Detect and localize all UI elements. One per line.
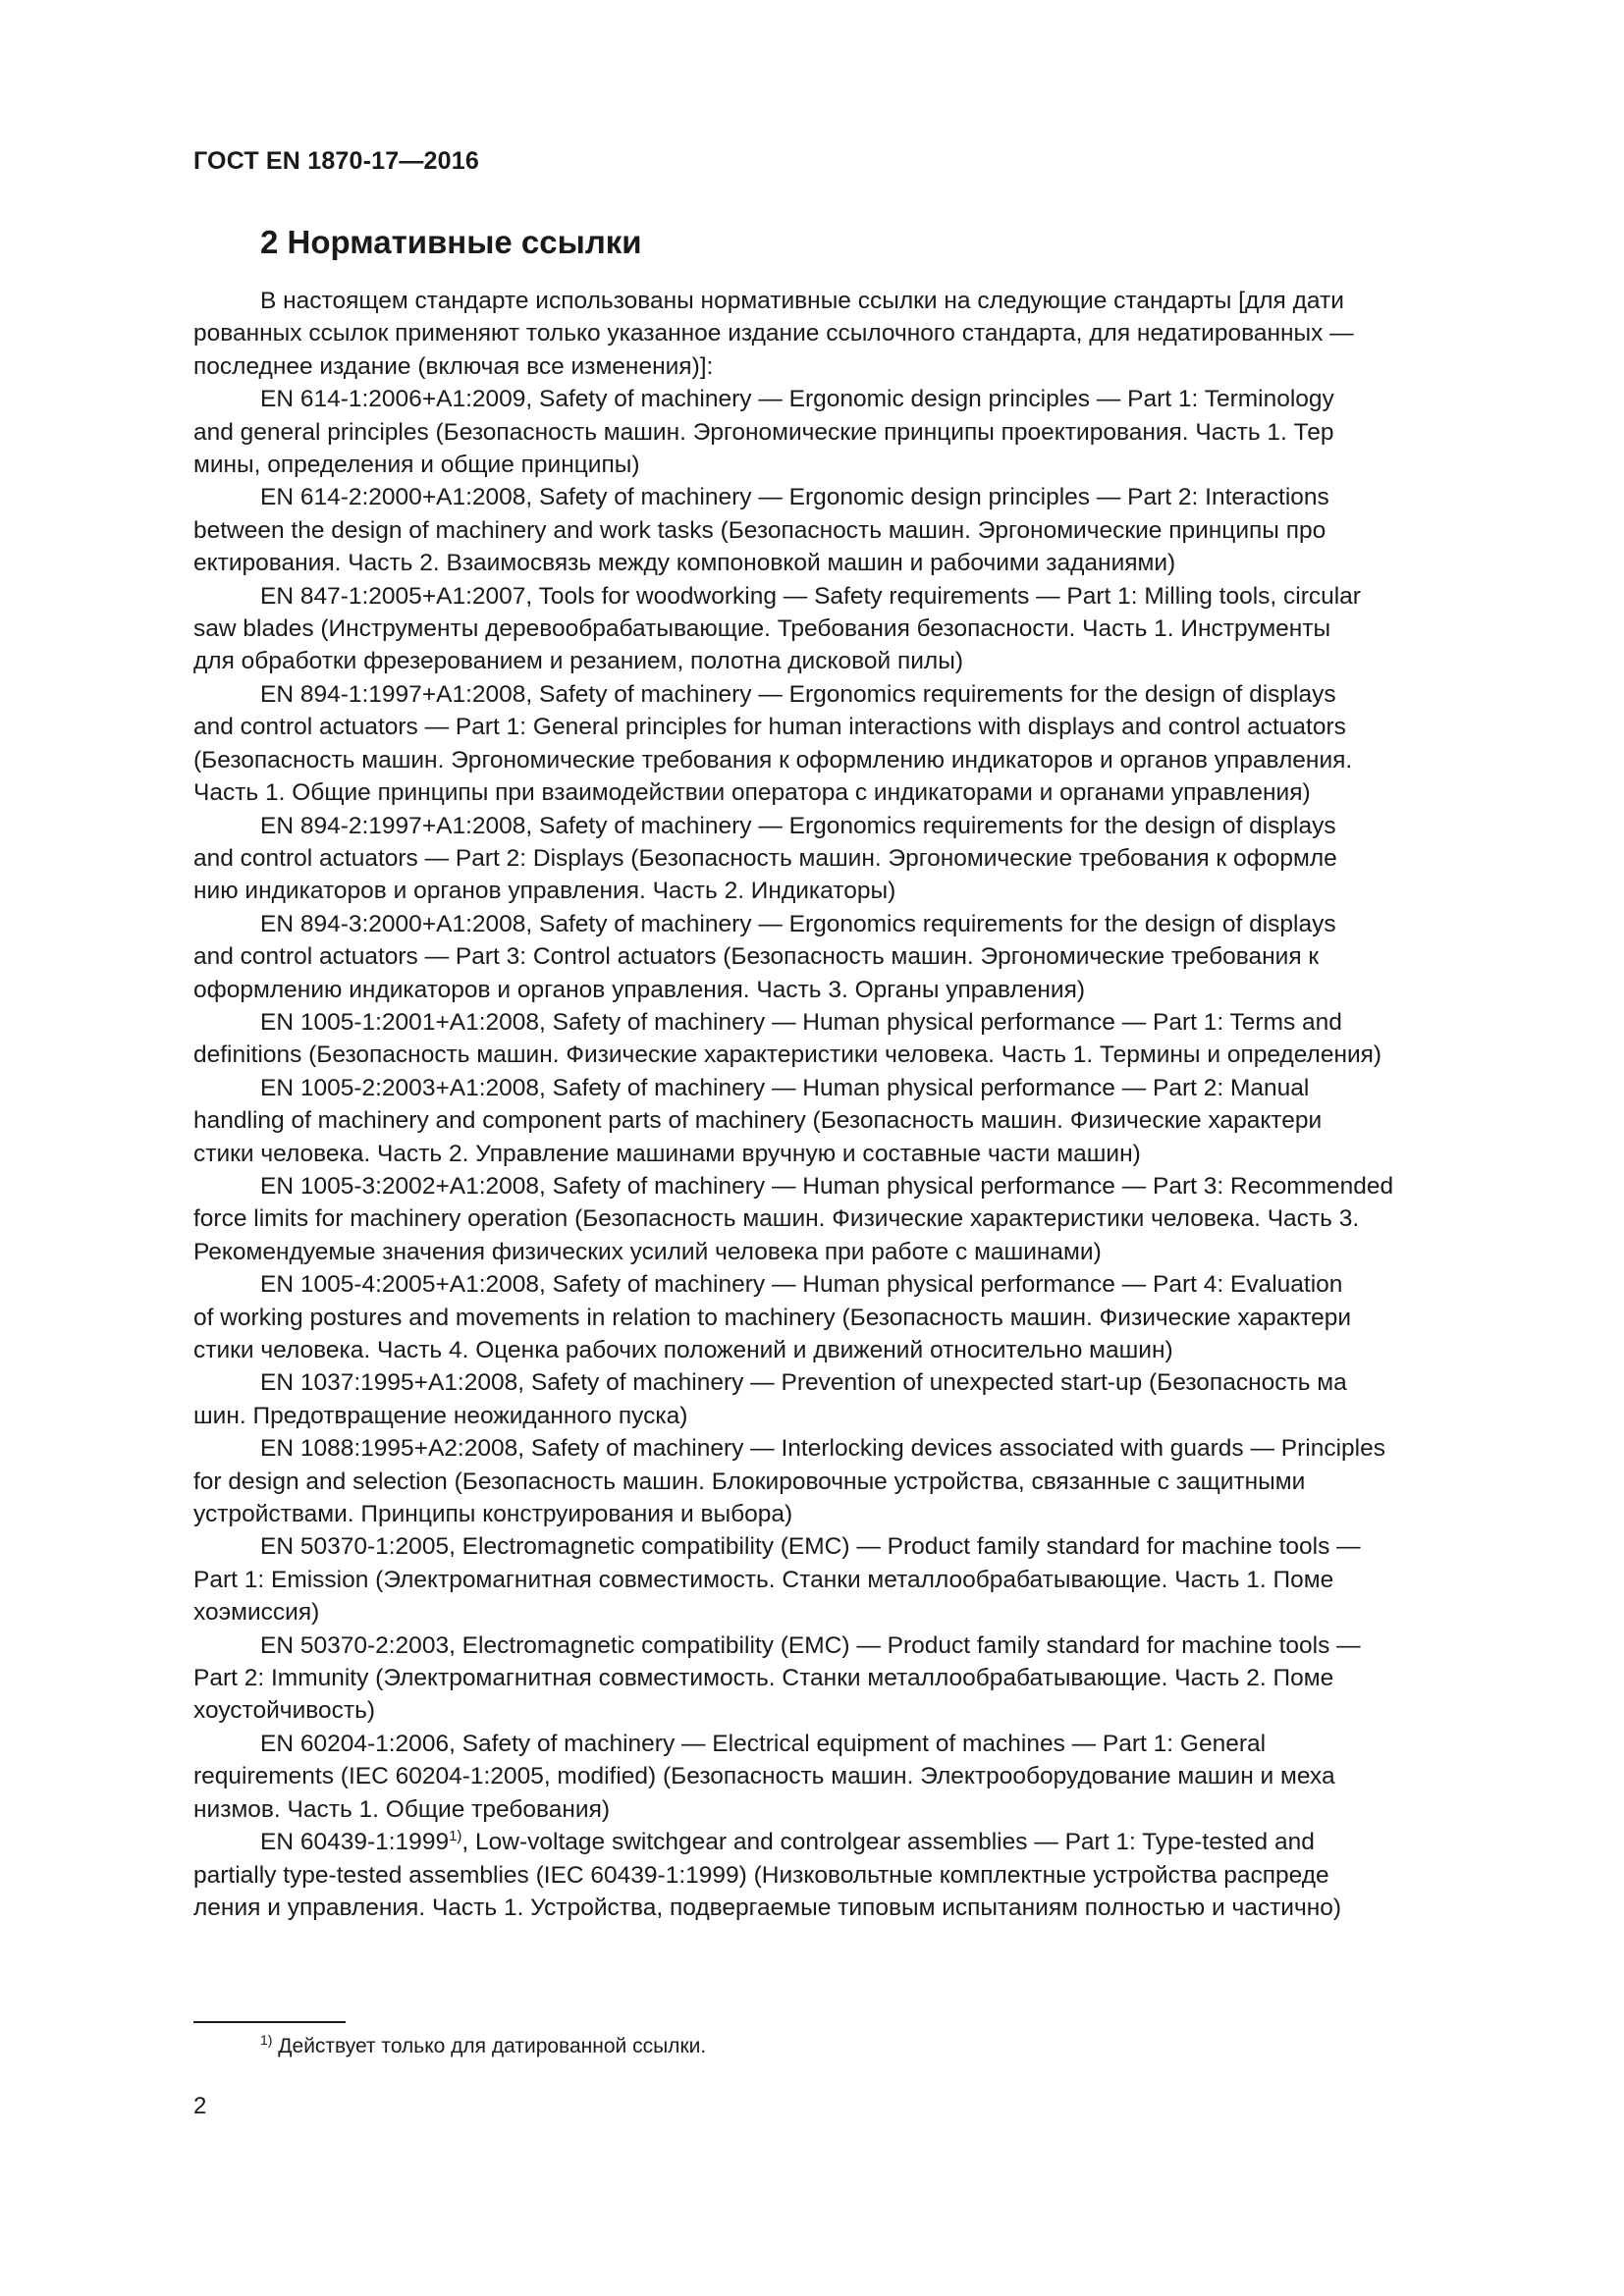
reference-en-60439-1-lead: EN 60439-1:1999: [260, 1829, 450, 1856]
reference-en-1005-4: EN 1005-4:2005+A1:2008, Safety of machinery — Human physical performance — Part 4: Evaluation of working postures and movements in relation to machinery (Безопасность машин. Физические характери стики человека. Часть 4. Оценка рабочих положений и движений относительно машин): [193, 1271, 1352, 1363]
reference-en-50370-2: EN 50370-2:2003, Electromagnetic compatibility (EMC) — Product family standard for machine tools — Part 2: Immunity (Электромагнитная совместимость. Станки металлообрабатывающие. Часть 2. Поме хоустойчивость): [193, 1631, 1361, 1725]
reference-en-1088: EN 1088:1995+A2:2008, Safety of machinery — Interlocking devices associated with guards — Principles for design and selection (Безопасность машин. Блокировочные устройства, связанные с защитными устройствами. Принципы конструирования и выбора): [193, 1435, 1385, 1528]
reference-en-60439-1: [193, 1826, 1509, 1924]
reference-en-1005-2: EN 1005-2:2003+A1:2008, Safety of machinery — Human physical performance — Part 2: Manual handling of machinery and component parts of machinery (Безопасность машин. Физические характери стики человека. Часть 2. Управление машинами вручную и составные части машин): [193, 1074, 1323, 1167]
section-title: 2 Нормативные ссылки: [260, 224, 642, 260]
document-code-header: ГОСТ EN 1870-17—2016: [193, 147, 479, 175]
reference-en-894-3: EN 894-3:2000+A1:2008, Safety of machinery — Ergonomics requirements for the design of displays and control actuators — Part 3: Control actuators (Безопасность машин. Эргономические требования к оформлению индикаторов и органов управления. Часть 3. Органы управления): [193, 910, 1336, 1003]
reference-en-60204-1: EN 60204-1:2006, Safety of machinery — Electrical equipment of machines — Part 1: General requirements (IEC 60204-1:2005, modified) (Безопасность машин. Электрооборудование машин и меха низмов. Часть 1. Общие требования): [193, 1730, 1335, 1823]
page-number: 2: [193, 2093, 207, 2119]
reference-en-614-2: EN 614-2:2000+A1:2008, Safety of machinery — Ergonomic design principles — Part 2: Interactions between the design of machinery and work tasks (Безопасность машин. Эргономические принципы про ектирования. Часть 2. Взаимосвязь между компоновкой машин и рабочими заданиями): [193, 484, 1329, 577]
reference-en-847-1: EN 847-1:2005+A1:2007, Tools for woodworking — Safety requirements — Part 1: Milling tools, circular saw blades (Инструменты деревообрабатывающие. Требования безопасности. Часть 1. Инструменты для обработки фрезерованием и резанием, полотна дисковой пилы): [193, 582, 1361, 675]
footnote: [260, 2033, 706, 2060]
reference-en-894-1: EN 894-1:1997+A1:2008, Safety of machinery — Ergonomics requirements for the design of displays and control actuators — Part 1: General principles for human interactions with displays and control actuators (Безопасность машин. Эргономические требования к оформлению индикаторов и органов управления. Часть 1. Общие принципы при взаимодействии оператора с индикаторами и органами управления): [193, 680, 1353, 807]
reference-en-894-2: EN 894-2:1997+A1:2008, Safety of machinery — Ergonomics requirements for the design of displays and control actuators — Part 2: Displays (Безопасность машин. Эргономические требования к оформле нию индикаторов и органов управления. Часть 2. Индикаторы): [193, 812, 1337, 905]
footnote-separator-line: [193, 2021, 346, 2023]
normative-references-body: [193, 285, 1509, 1924]
footnote-marker: 1): [260, 2032, 273, 2048]
reference-en-60439-1-rest: , Low-voltage switchgear and controlgear assemblies — Part 1: Type-tested and partially type-tested assemblies (IEC 60439-1:1999) (Низковольтные комплектные устройства распреде ления и управления. Часть 1. Устройства, подвергаемые типовым испытаниям полностью и частично): [193, 1829, 1342, 1921]
reference-en-614-1: EN 614-1:2006+A1:2009, Safety of machinery — Ergonomic design principles — Part 1: Terminology and general principles (Безопасность машин. Эргономические принципы проектирования. Часть 1. Тер мины, определения и общие принципы): [193, 386, 1334, 479]
footnote-reference-marker[interactable]: 1): [449, 1827, 462, 1844]
reference-en-50370-1: EN 50370-1:2005, Electromagnetic compatibility (EMC) — Product family standard for machine tools — Part 1: Emission (Электромагнитная совместимость. Станки металлообрабатывающие. Часть 1. Поме хоэмиссия): [193, 1533, 1361, 1627]
footnote-text: Действует только для датированной ссылки.: [272, 2035, 707, 2057]
reference-en-1005-3: EN 1005-3:2002+A1:2008, Safety of machinery — Human physical performance — Part 3: Recommended force limits for machinery operation (Безопасность машин. Физические характеристики человека. Часть 3. Рекомендуемые значения физических усилий человека при работе с машинами): [193, 1172, 1394, 1265]
reference-en-1037: EN 1037:1995+A1:2008, Safety of machinery — Prevention of unexpected start-up (Безопасность ма шин. Предотвращение неожиданного пуска): [193, 1369, 1347, 1429]
reference-en-1005-1: EN 1005-1:2001+A1:2008, Safety of machinery — Human physical performance — Part 1: Terms and definitions (Безопасность машин. Физические характеристики человека. Часть 1. Термины и определения): [193, 1008, 1382, 1069]
intro-paragraph: В настоящем стандарте использованы нормативные ссылки на следующие стандарты [для дати рованных ссылок применяют только указанное издание ссылочного стандарта, для недатированных — последнее издание (включая все изменения)]:: [193, 288, 1354, 380]
